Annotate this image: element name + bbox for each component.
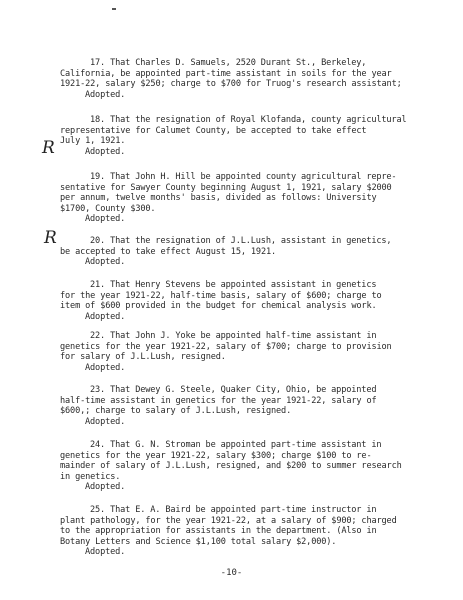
- item-line: 21. That Henry Stevens be appointed assistant in genetics: [90, 280, 377, 290]
- item-line: item of $600 provided in the budget for chemical analysis work.: [60, 301, 377, 312]
- resolution-item-17: [60, 58, 432, 100]
- item-line: 25. That E. A. Baird be appointed part-time instructor in: [90, 505, 377, 515]
- resolution-item-19: [60, 172, 432, 225]
- item-line: for salary of J.L.Lush, resigned.: [60, 352, 226, 363]
- margin-mark-r-20: R: [44, 228, 57, 248]
- item-line: for the year 1921-22, half-time basis, salary of $600; charge to: [60, 290, 382, 301]
- item-line: 23. That Dewey G. Steele, Quaker City, Ohio, be appointed: [90, 385, 377, 395]
- adopted-note: Adopted.: [85, 89, 126, 100]
- adopted-note: Adopted.: [85, 416, 126, 427]
- resolution-item-24: [60, 440, 432, 493]
- adopted-note: Adopted.: [85, 311, 126, 322]
- item-line: genetics for the year 1921-22, salary $300; charge $100 to re-: [60, 450, 372, 461]
- item-line: 22. That John J. Yoke be appointed half-time assistant in: [90, 331, 377, 341]
- item-line: 19. That John H. Hill be appointed county agricultural repre-: [90, 172, 397, 182]
- item-line: in genetics.: [60, 471, 121, 482]
- item-line: plant pathology, for the year 1921-22, at a salary of $900; charged: [60, 515, 397, 526]
- scan-speck: [112, 8, 116, 10]
- item-line: genetics for the year 1921-22, salary of $700; charge to provision: [60, 341, 392, 352]
- item-line: representative for Calumet County, be accepted to take effect: [60, 125, 367, 136]
- item-line: half-time assistant in genetics for the year 1921-22, salary of: [60, 395, 377, 406]
- resolution-item-21: [60, 280, 432, 322]
- adopted-note: Adopted.: [85, 547, 126, 558]
- adopted-note: Adopted.: [85, 214, 126, 225]
- resolution-item-25: [60, 505, 432, 558]
- resolution-item-18: [60, 115, 432, 157]
- resolution-item-20: [60, 236, 432, 268]
- adopted-note: Adopted.: [85, 362, 126, 373]
- item-line: 24. That G. N. Stroman be appointed part-time assistant in: [90, 440, 382, 450]
- page-number: -10-: [220, 568, 243, 578]
- item-line: mainder of salary of J.L.Lush, resigned, and $200 to summer research: [60, 461, 402, 472]
- adopted-note: Adopted.: [85, 146, 126, 157]
- item-line: 1921-22, salary $250; charge to $700 for Truog's research assistant;: [60, 79, 402, 90]
- item-line: 20. That the resignation of J.L.Lush, assistant in genetics,: [90, 236, 392, 246]
- resolution-item-22: [60, 331, 432, 373]
- item-line: 18. That the resignation of Royal Klofanda, county agricultural: [90, 115, 407, 125]
- item-line: $1700, County $300.: [60, 203, 156, 214]
- item-line: per annum, twelve months' basis, divided as follows: University: [60, 193, 377, 204]
- item-line: $600,; charge to salary of J.L.Lush, resigned.: [60, 406, 292, 417]
- item-line: be accepted to take effect August 15, 1921.: [60, 246, 277, 257]
- item-line: to the appropriation for assistants in the department. (Also in: [60, 526, 377, 537]
- margin-mark-r-18: R: [42, 138, 55, 158]
- item-line: California, be appointed part-time assistant in soils for the year: [60, 68, 392, 79]
- item-line: July 1, 1921.: [60, 136, 126, 147]
- item-line: Botany Letters and Science $1,100 total salary $2,000).: [60, 536, 337, 547]
- adopted-note: Adopted.: [85, 257, 126, 268]
- resolution-item-23: [60, 385, 432, 427]
- item-line: 17. That Charles D. Samuels, 2520 Durant St., Berkeley,: [90, 58, 367, 68]
- item-line: sentative for Sawyer County beginning August 1, 1921, salary $2000: [60, 182, 392, 193]
- adopted-note: Adopted.: [85, 482, 126, 493]
